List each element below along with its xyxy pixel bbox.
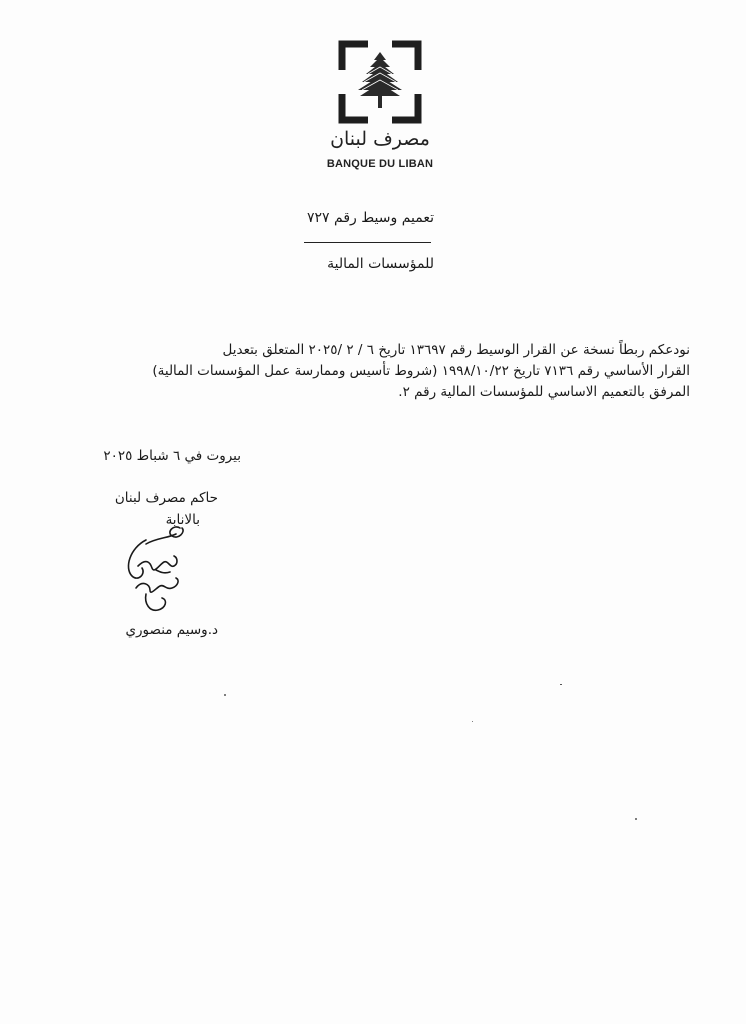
body-line: القرار الأساسي رقم ٧١٣٦ تاريخ ١٩٩٨/١٠/٢٢ (شروط تأسيس وممارسة عمل المؤسسات المالية) [152,363,690,379]
logo-latin-name: BANQUE DU LIBAN [326,158,434,170]
signer-title: حاكم مصرف لبنان [114,490,218,506]
heading-underline [304,242,431,243]
scan-speck [560,684,562,685]
scan-speck [472,721,473,722]
circular-number: تعميم وسيط رقم ٧٢٧ [307,210,434,226]
recipient: للمؤسسات المالية [327,256,434,272]
signer-name: د.وسيم منصوري [125,622,218,638]
cedar-logo-icon [338,40,422,124]
body-line: المرفق بالتعميم الاساسي للمؤسسات المالية رقم ٢. [398,384,690,400]
scan-speck [224,694,226,696]
logo-arabic-name: مصرف لبنان [330,128,430,150]
scan-speck [635,818,637,820]
signer-proxy: بالانابة [165,512,200,528]
body-paragraph [64,340,690,403]
issue-date: بيروت في ٦ شباط ٢٠٢٥ [103,448,241,464]
handwritten-signature-icon [116,518,196,622]
body-line: نودعكم ربطاً نسخة عن القرار الوسيط رقم ١٣٦٩٧ تاريخ ٦ / ٢ /٢٠٢٥ المتعلق بتعديل [222,342,690,358]
